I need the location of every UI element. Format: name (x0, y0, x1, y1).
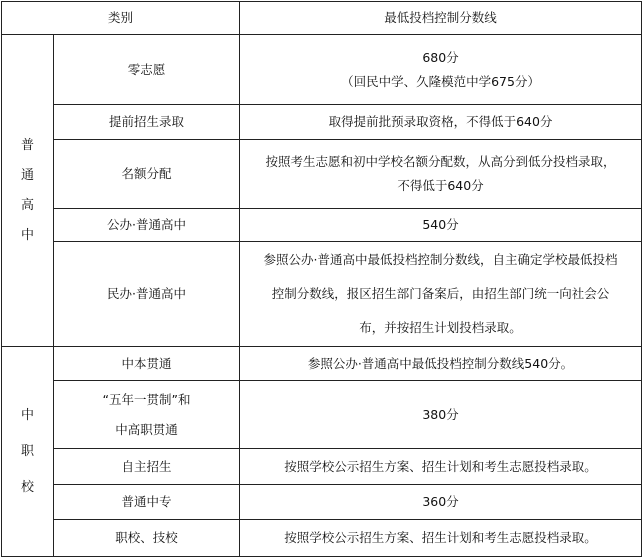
group-char: 普 (20, 137, 34, 153)
group-char: 中 (20, 227, 34, 243)
row-desc: 按照考生志愿和初中学校名额分配数，从高分到低分投档录取， 不得低于640分 (240, 140, 642, 209)
row-name: 名额分配 (54, 140, 240, 209)
table-row (2, 347, 642, 381)
row-name: 职校、技校 (54, 520, 240, 557)
row-name: 零志愿 (54, 35, 240, 105)
table-header-row (2, 2, 642, 35)
row-name: “五年一贯制”和 中高职贯通 (54, 381, 240, 449)
header-category: 类别 (2, 2, 240, 35)
group-char: 通 (20, 167, 34, 183)
row-desc: 参照公办·普通高中最低投档控制分数线，自主确定学校最低投档 控制分数线，报区招生部门备案后，由招生部门统一向社会公 布，并按招生计划投档录取。 (240, 242, 642, 347)
row-name: 提前招生录取 (54, 105, 240, 140)
row-desc: 参照公办·普通高中最低投档控制分数线540分。 (240, 347, 642, 381)
row-desc: 取得提前批预录取资格，不得低于640分 (240, 105, 642, 140)
group-label-general-high-school (2, 35, 54, 347)
row-name: 中本贯通 (54, 347, 240, 381)
group-char: 中 (20, 407, 34, 423)
header-score: 最低投档控制分数线 (240, 2, 642, 35)
table-row (2, 140, 642, 209)
table-row (2, 105, 642, 140)
admission-score-table (1, 1, 642, 557)
row-desc: 360分 (240, 485, 642, 520)
group-label-vocational-school (2, 347, 54, 557)
group-char: 校 (20, 479, 34, 495)
row-name: 自主招生 (54, 449, 240, 485)
table-row (2, 209, 642, 242)
row-name: 公办·普通高中 (54, 209, 240, 242)
table-row (2, 381, 642, 449)
row-desc: 540分 (240, 209, 642, 242)
row-desc: 680分 （回民中学、久隆模范中学675分） (240, 35, 642, 105)
group-char: 高 (20, 197, 34, 213)
row-desc: 380分 (240, 381, 642, 449)
table-row (2, 242, 642, 347)
row-name: 普通中专 (54, 485, 240, 520)
row-name: 民办·普通高中 (54, 242, 240, 347)
table-row (2, 35, 642, 105)
table-row (2, 449, 642, 485)
group-char: 职 (20, 443, 34, 459)
table-row (2, 520, 642, 557)
row-desc: 按照学校公示招生方案、招生计划和考生志愿投档录取。 (240, 520, 642, 557)
table-row (2, 485, 642, 520)
row-desc: 按照学校公示招生方案、招生计划和考生志愿投档录取。 (240, 449, 642, 485)
